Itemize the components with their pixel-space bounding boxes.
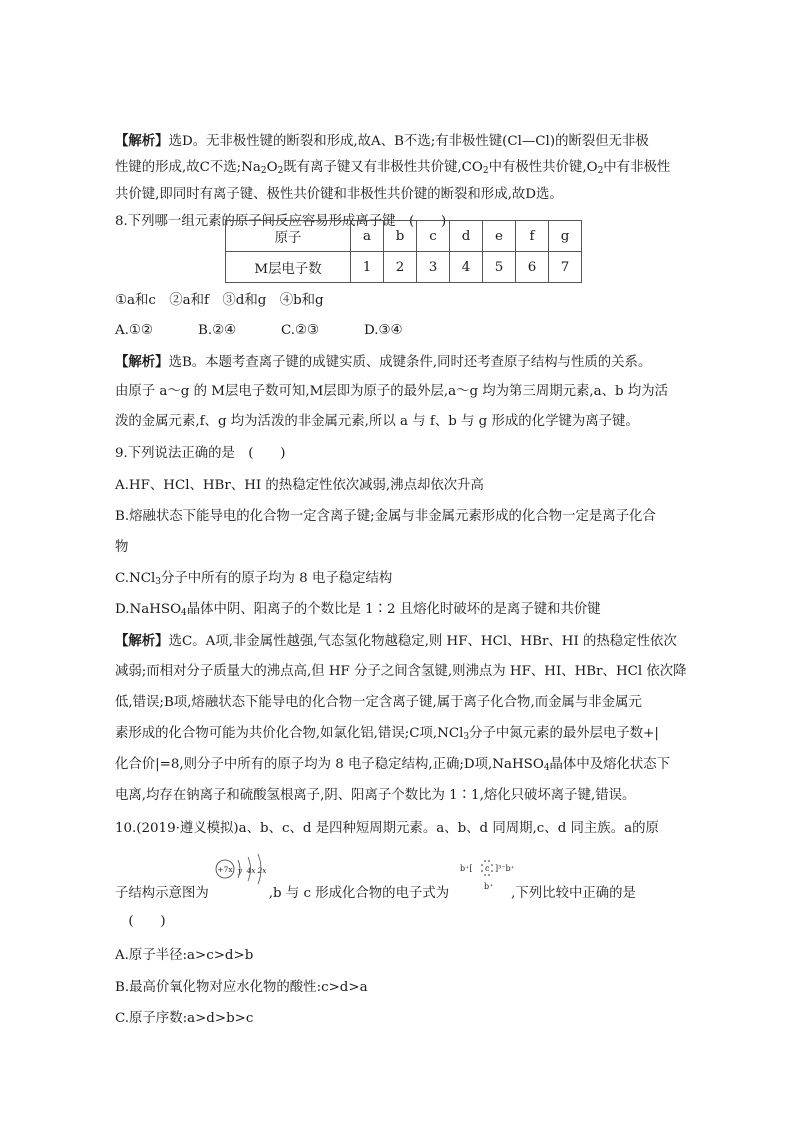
electron-dot [484,860,486,862]
question-10-option-c: C.原子序数:a>d>b>c [115,1011,254,1026]
question-8-pairs: ①a和c ②a和f ③d和g ④b和g [115,293,324,308]
question-9-stem: 9.下列说法正确的是 ( ) [115,446,286,461]
analysis-3-line-3: 低,错误;B项,熔融状态下能导电的化合物一定含离子键,属于离子化合物,而金属与非金属元 [115,695,642,710]
shell-1-electrons: y [237,866,243,875]
analysis-1-line-2: 性键的形成,故C不选$;Na_2O_2$既有离子键又有非极性共价键$,CO_2$中有极性共价键$,O_2$中有非极性 [115,160,671,176]
analysis-1-text: 选D。无非极性键的断裂和形成,故A、B不选;有非极性键(Cl—Cl)的断裂但无非极 [168,134,649,149]
electron-dot [481,864,483,866]
nucleus-charge: +7x [217,865,233,874]
table-cell: 2 [384,252,417,283]
question-8-stem: 8.下列哪一组元素的原子间反应容易形成离子键 ( ) [115,214,447,229]
electron-dot [481,870,483,872]
shell-2-electrons: 4x [246,866,256,875]
electron-formula-left: b⁺[ [460,864,473,873]
table-cell: f [516,221,549,252]
table-header-atom: 原子 [226,221,351,252]
analysis-3-line-1: 【解析】选C。A项,非金属性越强,气态氢化物越稳定,则 HF、HCl、HBr、HI 的热稳定性依次 [115,633,677,649]
table-cell: 4 [450,252,483,283]
analysis-tag: 【解析】 [115,633,169,649]
analysis-1-line-1 [115,132,649,151]
shell-3-electrons: 2x [257,866,267,875]
analysis-3-line-4: 素形成的化合物可能为共价化合物,如氯化铝,错误;C项,NCl$_3$分子中氮元素的最外层电子数+| [115,726,659,742]
electron-dot [488,860,490,862]
electron-dot [491,870,493,872]
electron-dot [484,874,486,876]
option-b: B.②④ [198,323,237,338]
question-8-options [115,322,403,340]
analysis-3-line-2: 减弱;而相对分子质量大的沸点高,但 HF 分子之间含氢键,则沸点为 HF、HI、HBr、HCl 依次降 [115,664,687,679]
option-c: C.②③ [281,323,320,338]
analysis-2-line-2: 由原子 a～g 的 M层电子数可知,M层即为原子的最外层,a～g 均为第三周期元素,a、b 均为活 [115,384,669,399]
question-10-line-2: 子结构示意图为 ,b 与 c 形成化合物的电子式为 ,下列比较中正确的是 [115,886,636,901]
analysis-3-line-5: 化合价|=8,则分子中所有的原子均为 8 电子稳定结构,正确;D项,NaHSO$_4$晶体中及熔化状态下 [115,757,671,773]
question-10-bracket: ( ) [115,914,166,929]
table-row [226,252,582,283]
table-cell: 3 [417,252,450,283]
table-cell: 5 [483,252,516,283]
question-9-option-d: D.NaHSO$_4$晶体中阴、阳离子的个数比是 1∶2 且熔化时破坏的是离子键和共价键 [115,602,601,618]
electron-formula-right: ]³⁻b⁺ [495,864,515,873]
option-a: A.①② [115,323,153,338]
question-10-option-a: A.原子半径:a>c>d>b [115,948,254,963]
question-10-option-b: B.最高价氧化物对应水化物的酸性:c>d>a [115,980,368,995]
analysis-2-line-1: 【解析】选B。本题考查离子键的成键实质、成键条件,同时还考查原子结构与性质的关系。 [115,354,652,370]
question-9-option-b-line-2: 物 [115,540,129,555]
question-9-option-c: C.NCl$_3$分子中所有的原子均为 8 电子稳定结构 [115,571,393,587]
table-cell: 7 [549,252,582,283]
analysis-tag: 【解析】 [115,354,169,370]
question-9-option-a: A.HF、HCl、HBr、HI 的热稳定性依次减弱,沸点却依次升高 [115,478,484,493]
electron-count-table [225,220,582,283]
table-cell: g [549,221,582,252]
table-cell: e [483,221,516,252]
option-d: D.③④ [364,323,403,338]
electron-formula-bottom: b⁺ [484,882,494,891]
table-cell: d [450,221,483,252]
question-10-line-1: 10.(2019·遵义模拟)a、b、c、d 是四种短周期元素。a、b、d 同周期,c、d 同主族。a的原 [115,821,659,836]
table-header-m-shell: M层电子数 [226,252,351,283]
table-cell: 1 [351,252,384,283]
analysis-1-line-3: 共价键,即同时有离子键、极性共价键和非极性共价键的断裂和形成,故D选。 [115,187,563,202]
table-cell: c [417,221,450,252]
electron-formula-center: c [485,864,490,873]
table-cell: a [351,221,384,252]
table-cell: 6 [516,252,549,283]
analysis-3-line-6: 电离,均存在钠离子和硫酸氢根离子,阴、阳离子个数比为 1∶1,熔化只破坏离子键,错误。 [115,788,636,803]
electron-dot [491,864,493,866]
analysis-2-line-3: 泼的金属元素,f、g 均为活泼的非金属元素,所以 a 与 f、b 与 g 形成的化学键为离子键。 [115,414,639,429]
question-9-option-b-line-1: B.熔融状态下能导电的化合物一定含离子键;金属与非金属元素形成的化合物一定是离子化合 [115,509,656,524]
table-row [226,221,582,252]
electron-dot [488,874,490,876]
table-cell: b [384,221,417,252]
analysis-tag: 【解析】 [115,133,169,149]
